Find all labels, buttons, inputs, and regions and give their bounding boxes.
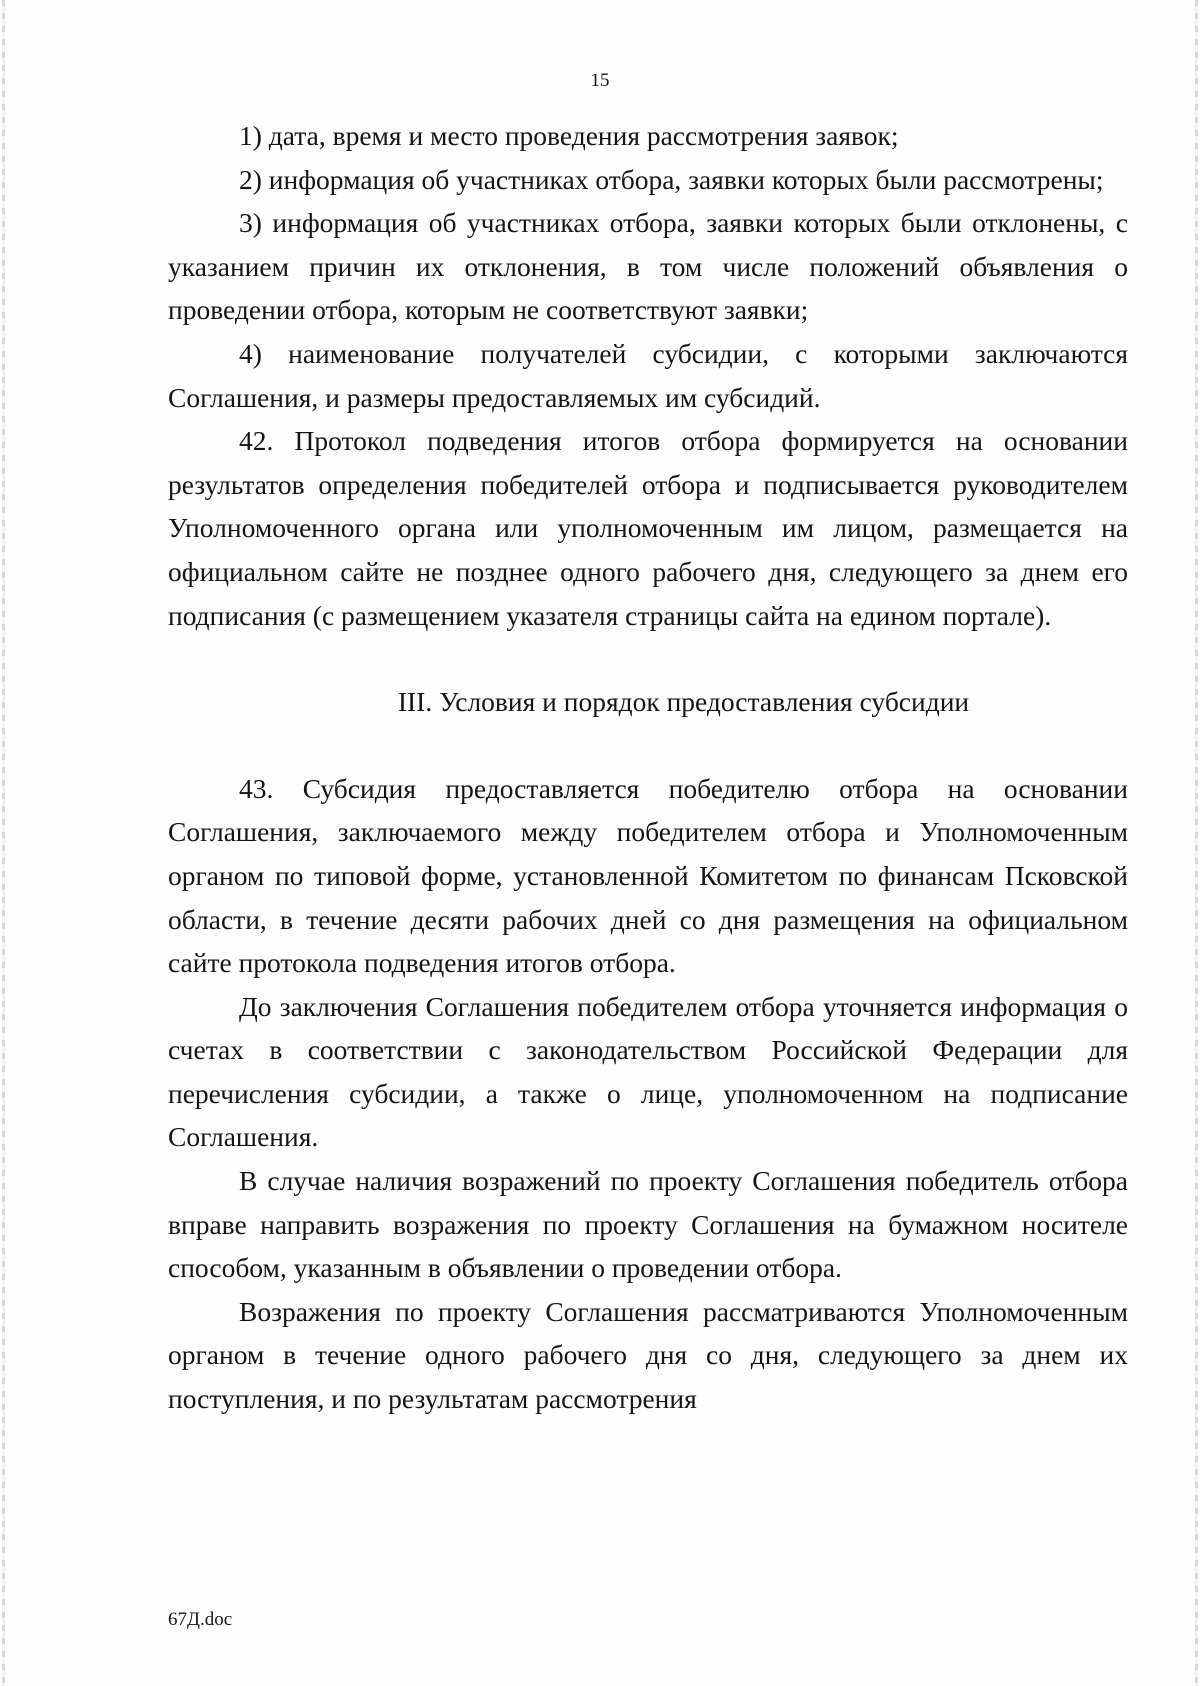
paragraph-objections: В случае наличия возражений по проекту Соглашения победитель отбора вправе направить возражения по проекту Соглашения на бумажном носителе способом, указанным в объявлении о проведении отбора. (168, 1165, 1128, 1284)
list-item-3: 3) информация об участниках отбора, заявки которых были отклонены, с указанием причин их отклонения, в том числе положений объявления о проведении отбора, которым не соответствуют заявки; (168, 207, 1128, 326)
scan-edge-left (2, 0, 5, 1686)
list-item-2: 2) информация об участниках отбора, заявки которых были рассмотрены; (239, 163, 1104, 195)
document-body (168, 114, 1128, 1421)
footer-filename: 67Д.doc (168, 1609, 233, 1630)
page-number: 15 (590, 70, 610, 91)
clause-42: 42. Протокол подведения итогов отбора формируется на основании результатов определения победителей отбора и подписывается руководителем Уполномоченного органа или уполномоченным им лицом, размещается на официальном сайте не позднее одного рабочего дня, следующего за днем его подписания (с размещением указателя страницы сайта на едином портале). (168, 425, 1128, 631)
paragraph-account-info: До заключения Соглашения победителем отбора уточняется информация о счетах в соответствии с законодательством Российской Федерации для перечисления субсидии, а также о лице, уполномоченном на подписание Соглашения. (168, 990, 1128, 1153)
scan-edge-right (1195, 0, 1198, 1686)
list-item-1: 1) дата, время и место проведения рассмотрения заявок; (239, 120, 899, 151)
paragraph-objections-review: Возражения по проекту Соглашения рассматриваются Уполномоченным органом в течение одного рабочего дня со дня, следующего за днем их поступления, и по результатам рассмотрения (168, 1295, 1128, 1415)
clause-43: 43. Субсидия предоставляется победителю отбора на основании Соглашения, заключаемого между победителем отбора и Уполномоченным органом по типовой форме, установленной Комитетом по финансам Псковской области, в течение десяти рабочих дней со дня размещения на официальном сайте протокола подведения итогов отбора. (168, 772, 1128, 979)
list-item-4: 4) наименование получателей субсидии, с которыми заключаются Соглашения, и размеры предоставляемых им субсидий. (168, 337, 1128, 413)
section-heading: III. Условия и порядок предоставления субсидии (397, 686, 970, 718)
